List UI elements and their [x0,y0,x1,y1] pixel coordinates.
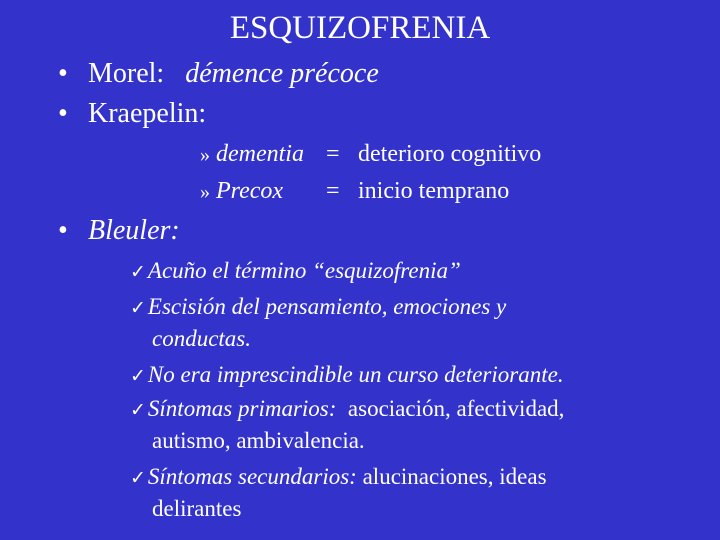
bullet-kraepelin [58,98,206,130]
row-equals: = [326,178,340,204]
bleuler-item-continuation [152,326,251,352]
slide-title: ESQUIZOFRENIA [229,10,491,46]
row-meaning: inicio temprano [358,178,510,204]
kraepelin-row-dementia [200,141,541,168]
bleuler-item [130,258,461,284]
bleuler-item [130,294,506,320]
row-term: Precox [216,178,284,204]
item-plain: asociación, afectividad, [336,396,565,421]
row-equals: = [326,141,340,167]
item-italic: Escisión del pensamiento, emociones y [147,294,507,319]
item-continuation: conductas. [152,326,252,351]
bleuler-item-continuation [152,496,241,522]
bleuler-item [130,464,547,490]
check-icon: ✓ [130,297,146,319]
kraepelin-row-precox [200,178,509,205]
item-italic: Síntomas secundarios: [147,464,357,489]
bleuler-item-continuation [152,428,365,454]
check-icon: ✓ [130,365,146,387]
row-marker: » [200,181,210,203]
bleuler-item [130,362,564,388]
bleuler-item [130,396,564,422]
check-icon: ✓ [130,467,146,489]
item-italic: Síntomas primarios: [147,396,337,421]
bullet-morel [58,58,379,90]
row-meaning: deterioro cognitivo [358,141,542,167]
bullet-mark: • [58,98,68,129]
bullet-bleuler [58,215,180,247]
item-italic: No era imprescindible un curso deteriorante. [147,362,564,387]
item-plain: alucinaciones, ideas [356,464,547,489]
morel-name: Morel: [88,58,165,89]
item-continuation: autismo, ambivalencia. [152,428,365,453]
row-marker: » [200,144,210,166]
morel-term: démence précoce [185,58,379,89]
kraepelin-name: Kraepelin: [88,98,207,129]
bleuler-name: Bleuler: [88,215,180,246]
bullet-mark: • [58,58,68,89]
check-icon: ✓ [130,261,146,283]
check-icon: ✓ [130,399,146,421]
bullet-mark: • [58,215,68,246]
row-term: dementia [216,141,304,167]
item-continuation: delirantes [152,496,242,521]
item-italic: Acuño el término “esquizofrenia” [147,258,461,283]
